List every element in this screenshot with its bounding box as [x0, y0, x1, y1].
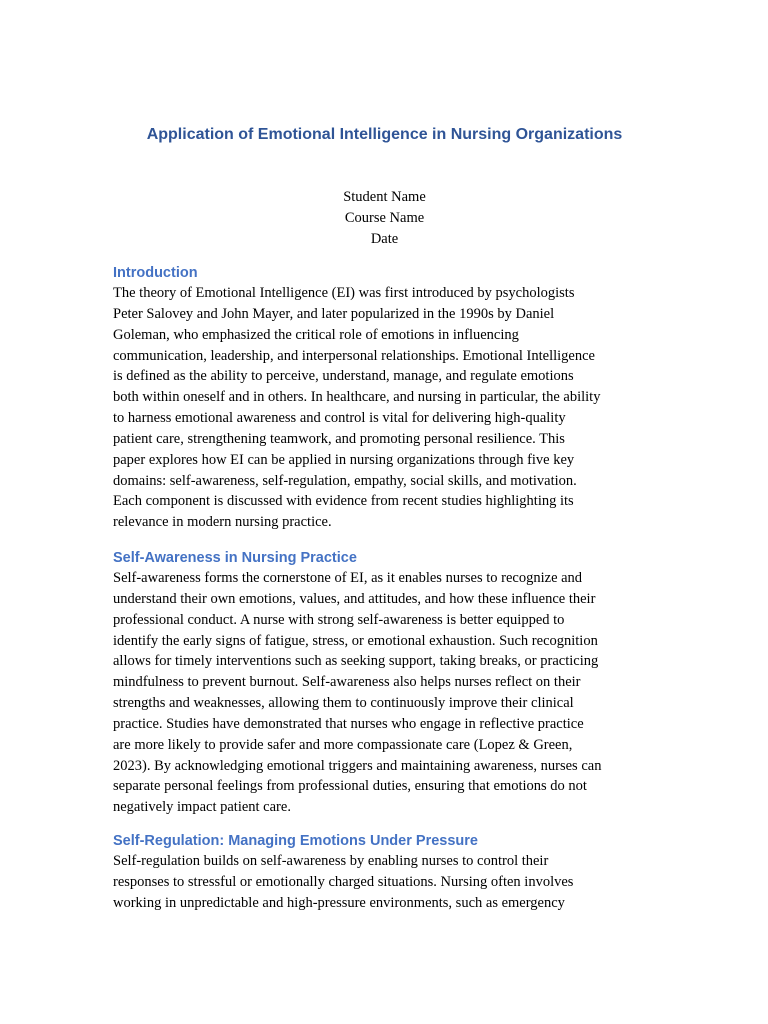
paragraph-line: strengths and weaknesses, allowing them to continuously improve their clinical: [113, 695, 574, 712]
paragraph-line: identify the early signs of fatigue, stress, or emotional exhaustion. Such recognition: [113, 632, 598, 649]
section-heading: Self-Regulation: Managing Emotions Under Pressure: [113, 833, 478, 849]
paragraph-line: working in unpredictable and high-pressure environments, such as emergency: [113, 894, 565, 911]
paragraph-line: practice. Studies have demonstrated that nurses who engage in reflective practice: [113, 715, 584, 732]
paragraph-line: Each component is discussed with evidence from recent studies highlighting its: [113, 493, 574, 510]
paragraph-line: understand their own emotions, values, and attitudes, and how these influence their: [113, 590, 596, 607]
paragraph-line: is defined as the ability to perceive, understand, manage, and regulate emotions: [113, 368, 574, 385]
paragraph-line: mindfulness to prevent burnout. Self-awareness also helps nurses reflect on their: [113, 674, 581, 691]
paragraph-line: relevance in modern nursing practice.: [113, 514, 332, 531]
paragraph-line: to harness emotional awareness and control is vital for delivering high-quality: [113, 410, 566, 427]
section-heading: Self-Awareness in Nursing Practice: [113, 550, 357, 566]
paragraph-line: are more likely to provide safer and more compassionate care (Lopez & Green,: [113, 736, 573, 753]
section-paragraph: [113, 568, 656, 818]
paragraph-line: Goleman, who emphasized the critical role of emotions in influencing: [113, 326, 519, 343]
course-name: Course Name: [344, 209, 425, 226]
section-self-awareness: [113, 548, 656, 818]
paragraph-line: 2023). By acknowledging emotional triggers and maintaining awareness, nurses can: [113, 757, 602, 774]
paragraph-line: responses to stressful or emotionally charged situations. Nursing often involves: [113, 873, 574, 890]
paragraph-line: separate personal feelings from professional duties, ensuring that emotions do not: [113, 778, 587, 795]
paragraph-line: Self-awareness forms the cornerstone of EI, as it enables nurses to recognize and: [113, 570, 583, 586]
paragraph-line: patient care, strengthening teamwork, and promoting personal resilience. This: [113, 430, 565, 447]
section-paragraph: [113, 283, 656, 533]
student-name: Student Name: [343, 189, 426, 205]
paragraph-line: professional conduct. A nurse with strong self-awareness is better equipped to: [113, 611, 565, 628]
date: Date: [370, 230, 399, 247]
paragraph-line: both within oneself and in others. In healthcare, and nursing in particular, the ability: [113, 389, 601, 406]
section-heading: Introduction: [113, 265, 198, 281]
document-title: Application of Emotional Intelligence in Nursing Organizations: [146, 126, 623, 143]
paragraph-line: Self-regulation builds on self-awareness by enabling nurses to control their: [113, 853, 549, 869]
author-block: [113, 187, 656, 249]
paragraph-line: communication, leadership, and interpersonal relationships. Emotional Intelligence: [113, 347, 595, 364]
paragraph-line: The theory of Emotional Intelligence (EI) was first introduced by psychologists: [113, 285, 575, 301]
section-paragraph: [113, 851, 656, 914]
paragraph-line: Peter Salovey and John Mayer, and later popularized in the 1990s by Daniel: [113, 305, 555, 322]
paragraph-line: paper explores how EI can be applied in nursing organizations through five key: [113, 451, 575, 468]
section-introduction: [113, 263, 656, 533]
paragraph-line: allows for timely interventions such as seeking support, taking breaks, or practicing: [113, 653, 599, 670]
section-self-regulation: [113, 831, 656, 914]
paragraph-line: domains: self-awareness, self-regulation, empathy, social skills, and motivation.: [113, 472, 577, 489]
paragraph-line: negatively impact patient care.: [113, 799, 291, 816]
